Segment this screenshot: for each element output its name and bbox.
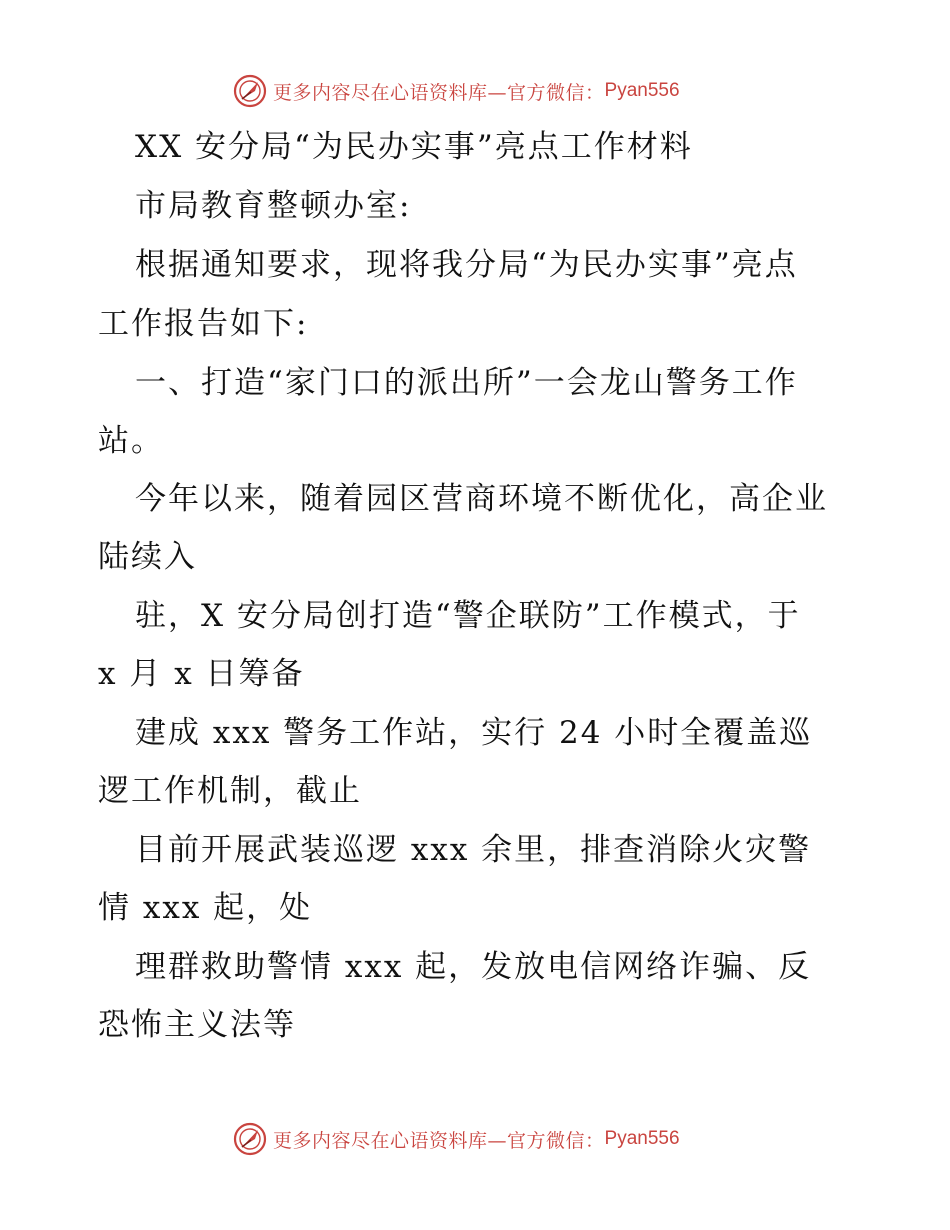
watermark-text: 更多内容尽在心语资料库—官方微信： <box>273 1129 605 1152</box>
paragraph-line: 理群救助警情 xxx 起，发放电信网络诈骗、反 <box>135 949 812 985</box>
watermark-footer <box>233 1121 753 1157</box>
watermark-wechat-id: Pyan556 <box>604 80 680 101</box>
quill-logo-icon <box>233 74 267 108</box>
section-heading: 一、打造“家门口的派出所”一会龙山警务工作 <box>135 365 798 401</box>
paragraph-line: 情 xxx 起，处 <box>98 890 313 926</box>
paragraph-line: 根据通知要求，现将我分局“为民办实事”亮点 <box>135 247 798 283</box>
recipient-line: 市局教育整顿办室: <box>135 188 412 224</box>
watermark-text: 更多内容尽在心语资料库—官方微信： <box>273 81 605 104</box>
watermark-wechat-id: Pyan556 <box>604 1128 680 1149</box>
paragraph-line: 目前开展武装巡逻 xxx 余里，排查消除火灾警 <box>135 832 812 868</box>
section-heading-continued: 站。 <box>98 423 164 459</box>
paragraph-line: x 月 x 日筹备 <box>98 656 305 692</box>
paragraph-line: 陆续入 <box>98 539 197 575</box>
quill-logo-icon <box>233 1122 267 1156</box>
paragraph-line: 恐怖主义法等 <box>98 1007 296 1043</box>
paragraph-line: 建成 xxx 警务工作站，实行 24 小时全覆盖巡 <box>135 715 813 751</box>
paragraph-line: 逻工作机制，截止 <box>98 773 362 809</box>
watermark-header <box>233 73 753 109</box>
paragraph-line: 今年以来，随着园区营商环境不断优化，高企业 <box>135 481 828 517</box>
document-title: XX 安分局“为民办实事”亮点工作材料 <box>135 129 693 165</box>
paragraph-line: 驻，X 安分局创打造“警企联防”工作模式，于 <box>135 598 801 634</box>
paragraph-line: 工作报告如下: <box>98 306 309 342</box>
